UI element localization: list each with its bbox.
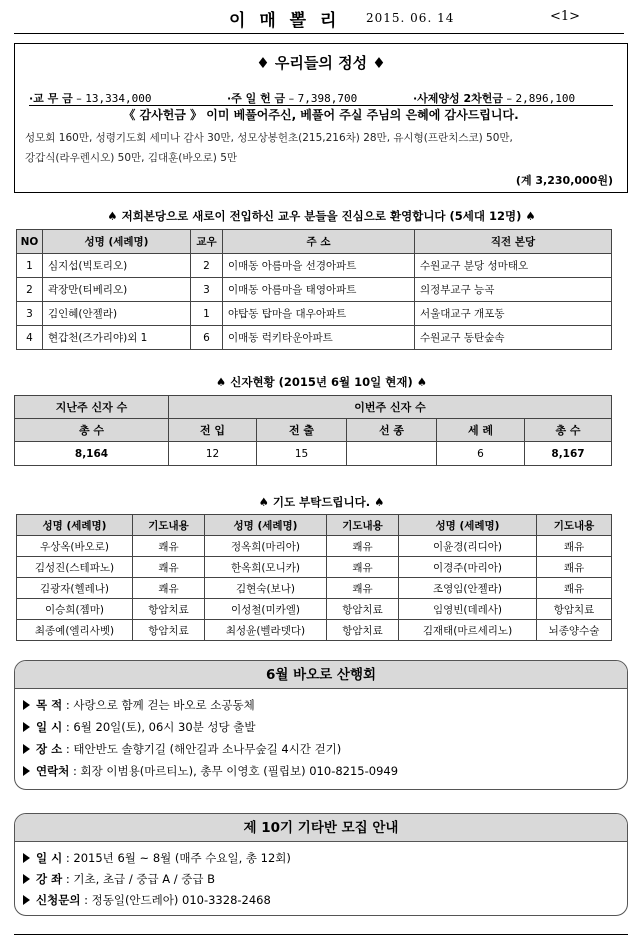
school-fee-value: 13,334,000 [85,92,152,105]
table-row: 이승희(젬마) 항암치료 이성철(미카엘) 항암치료 임영빈(데레사) 항암치료 [17,599,612,620]
guitar-time: 일 시 : 2015년 6월 ~ 8월 (매주 수요일, 총 12회) [23,850,291,866]
offerings-total: (계 3,230,000원) [515,174,613,187]
guitar-box [14,813,628,916]
offerings-box [14,43,628,193]
arrow-bullet-icon [23,895,30,905]
hike-time: 일 시 : 6월 20일(토), 06시 30분 성당 출발 [23,719,256,735]
hike-contact: 연락처 : 회장 이범용(마르티노), 총무 이영호 (필립보) 010-8215-0949 [23,763,398,779]
table-row: 3 김인혜(안젤라) 1 야탑동 탑마을 대우아파트 서울대교구 개포동 [17,302,612,326]
table-row: 최종예(엘리사벳) 항암치료 최성윤(벨라뎃다) 항암치료 김재태(마르세리노) 뇌종양수술 [17,620,612,641]
guitar-course: 강 좌 : 기초, 초급 / 중급 A / 중급 B [23,871,215,887]
this-week-total: 8,167 [525,442,612,466]
last-week-total: 8,164 [15,442,169,466]
arrow-bullet-icon [23,766,30,776]
guitar-inquiry: 신청문의 : 정동일(안드레아) 010-3328-2468 [23,892,271,908]
footer-divider [14,934,628,935]
arrow-bullet-icon [23,700,30,710]
hike-place: 장 소 : 태안반도 솔향기길 (해안길과 소나무숲길 4시간 걷기) [23,741,341,757]
sunday-offering-label: ·주 일 헌 금 [227,92,286,105]
table-row: 우상옥(바오로) 쾌유 정옥희(마리아) 쾌유 이윤경(리디아) 쾌유 [17,536,612,557]
arrow-bullet-icon [23,744,30,754]
members-table: 지난주 신자 수 이번주 신자 수 총 수 전 입 전 출 선 종 세 례 총 수 8,164 12 15 6 8,167 [14,395,612,466]
arrow-bullet-icon [23,853,30,863]
table-row: 2 곽장만(티베리오) 3 이매동 아름마을 태영아파트 의정부교구 능곡 [17,278,612,302]
arrow-bullet-icon [23,874,30,884]
newcomers-table: NO 성명 (세례명) 교우 주 소 직전 본당 1 심지섭(빅토리오) 2 이매동 아름마을 선경아파트 수원교구 분당 성마태오 2 곽장만(티베리오) 3 이매동 아름마을 태영아파트 의정부교구 능곡 3 김인혜(안젤라) 1 야탑동 탑마을 대우아파트 서울대교구 개포동 4 현갑천(즈가리야)외 1 6 이매동 럭키타운아파트 수원교구 동탄숲속 [16,229,612,350]
prayer-title: ♠ 기도 부탁드립니다. ♠ [258,495,385,509]
table-row: 김성진(스테파노) 쾌유 한옥희(모니카) 쾌유 이경주(마리아) 쾌유 [17,557,612,578]
newsletter-title: 이 매 뽈 리 [229,11,341,31]
seminary-offering-value: 2,896,100 [515,92,576,105]
guitar-title: 제 10기 기타반 모집 안내 [15,814,627,842]
hike-purpose: 목 적 : 사랑으로 함께 걷는 바오로 소공동체 [23,697,255,713]
arrow-bullet-icon [23,722,30,732]
page-header [14,4,624,34]
offerings-amounts: ·교 무 금 – 13,334,000 ·주 일 헌 금 – 7,398,700 ·사제양성 2차헌금 – 2,896,100 [29,90,613,106]
table-row: 1 심지섭(빅토리오) 2 이매동 아름마을 선경아파트 수원교구 분당 성마태오 [17,254,612,278]
school-fee-label: ·교 무 금 [29,92,73,105]
members-title: ♠ 신자현황 (2015년 6월 10일 현재) ♠ [215,375,428,389]
sunday-offering-value: 7,398,700 [297,92,358,105]
seminary-offering-label: ·사제양성 2차헌금 [413,92,504,105]
table-row: 8,164 12 15 6 8,167 [15,442,612,466]
offerings-title: ♦ 우리들의 정성 ♦ [256,54,386,72]
thanks-offering-line: 《 감사헌금 》 이미 베풀어주신, 베풀어 주실 주님의 은혜에 감사드립니다. [123,108,519,122]
table-row: 4 현갑천(즈가리야)외 1 6 이매동 럭키타운아파트 수원교구 동탄숲속 [17,326,612,350]
prayer-table: 성명 (세례명) 기도내용 성명 (세례명) 기도내용 성명 (세례명) 기도내용 우상옥(바오로) 쾌유 정옥희(마리아) 쾌유 이윤경(리디아) 쾌유 김성진(스테파노) 쾌유 한옥희(모니카) 쾌유 이경주(마리아) 쾌유 김광자(헬레나) 쾌유 김현숙(보나) 쾌유 조영임(안젤라) 쾌유 이승희(젬마) 항암치료 이성철(미카엘) 항암치료 임영빈(데레사) 항암치료 최종예(엘리사벳) 항암치료 최성윤(벨라뎃다) 항암치료 김재태(마르세리노) 뇌종양수술 [16,514,612,641]
donor-names: 성모회 160만, 성령기도회 세미나 감사 30만, 성모상봉헌초(215,216차) 28만, 유시형(프란치스코) 50만, 강갑식(라우렌시오) 50만, 김대훈(바오로) 5만 [25,132,513,164]
page-number: <1> [550,9,581,24]
issue-date: 2015. 06. 14 [366,11,455,25]
table-row: 김광자(헬레나) 쾌유 김현숙(보나) 쾌유 조영임(안젤라) 쾌유 [17,578,612,599]
hike-title: 6월 바오로 산행회 [15,661,627,689]
hike-box [14,660,628,790]
newcomers-title: ♠ 저희본당으로 새로이 전입하신 교우 분들을 진심으로 환영합니다 (5세대 12명) ♠ [107,209,536,223]
